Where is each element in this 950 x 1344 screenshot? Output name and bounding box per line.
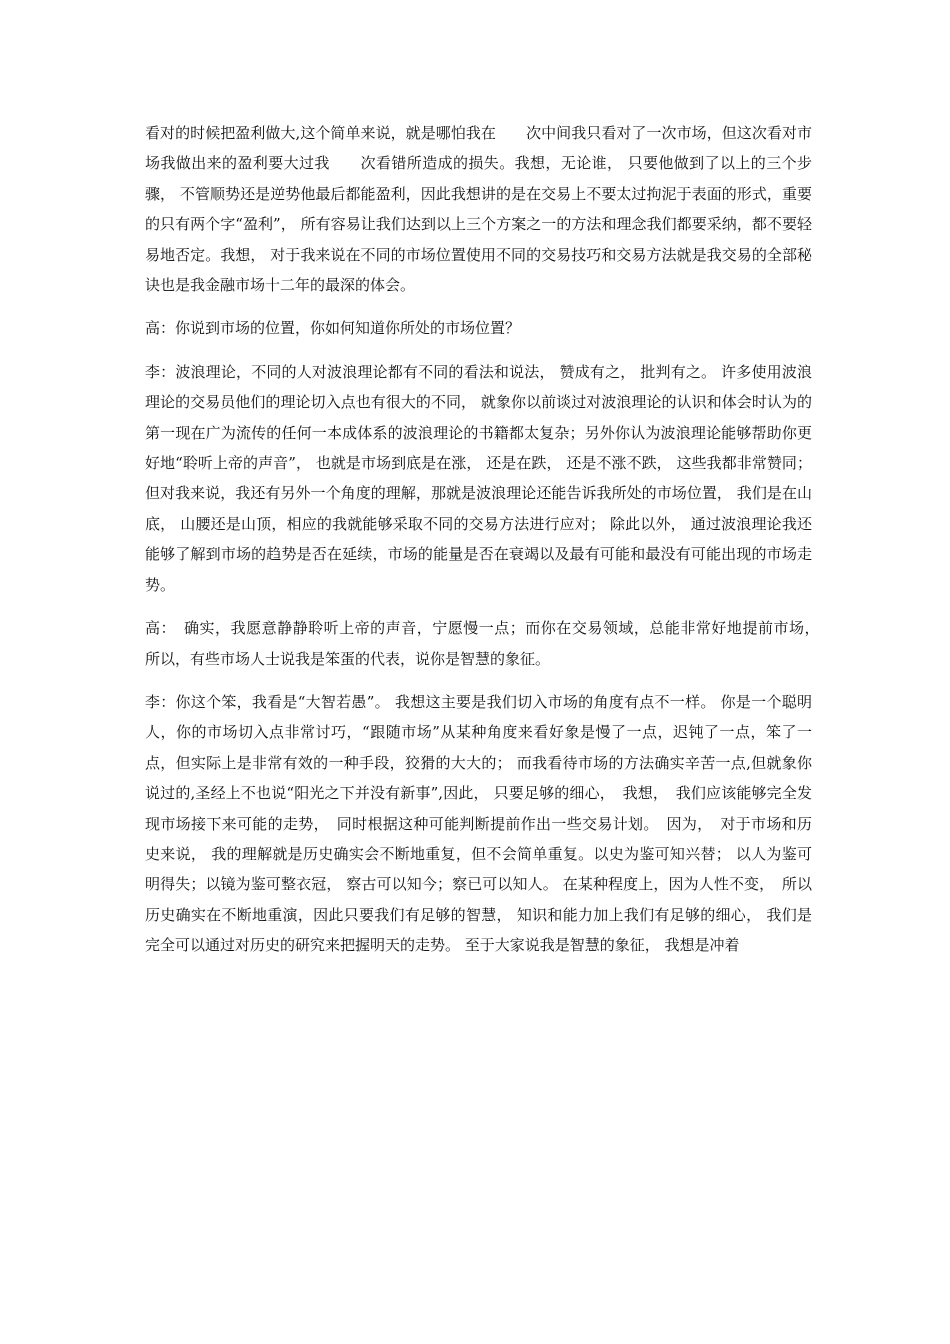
paragraph-question-market-position: 高：你说到市场的位置，你如何知道你所处的市场位置？	[145, 319, 521, 338]
paragraph-li-reply: 李：你这个笨，我看是“大智若愚”。 我想这主要是我们切入市场的角度有点不一样。 你是一个聪明人，你的市场切入点非常讨巧，“跟随市场”从某种角度来看好象是慢了一点，迟钝了一点，笨了一点，但实际上是非常有效的一种手段，狡猾的大大的； 而我看待市场的方法确实辛苦一点,但就象你说过的,圣经上不也说“阳光之下并没有新事”,因此， 只要足够的细心， 我想， 我们应该能够完全发现市场接下来可能的走势， 同时根据这种可能判断提前作出一些交易计划。 因为， 对于市场和历史来说， 我的理解就是历史确实会不断地重复，但不会简单重复。以史为鉴可知兴替； 以人为鉴可明得失；以镜为鉴可整衣冠， 察古可以知今；察已可以知人。 在某种程度上，因为人性不变， 所以历史确实在不断地重演，因此只要我们有足够的智慧， 知识和能力加上我们有足够的细心， 我们是完全可以通过对历史的研究来把握明天的走势。 至于大家说我是智慧的象征， 我想是冲着	[145, 692, 812, 955]
paragraph-answer-wave-theory: 李：波浪理论，不同的人对波浪理论都有不同的看法和说法， 赞成有之， 批判有之。 许多使用波浪理论的交易员他们的理论切入点也有很大的不同， 就象你以前谈过对波浪理论的认识和体会时认为的第一现在广为流传的任何一本成体系的波浪理论的书籍都太复杂；另外你认为波浪理论能够帮助你更好地“聆听上帝的声音”， 也就是市场到底是在涨， 还是在跌， 还是不涨不跌， 这些我都非常赞同； 但对我来说，我还有另外一个角度的理解，那就是波浪理论还能告诉我所处的市场位置， 我们是在山底， 山腰还是山顶，相应的我就能够采取不同的交易方法进行应对； 除此以外， 通过波浪理论我还能够了解到市场的趋势是否在延续，市场的能量是否在衰竭以及最有可能和最没有可能出现的市场走势。	[145, 362, 817, 594]
paragraph-gao-comment: 高： 确实，我愿意静静聆听上帝的声音，宁愿慢一点；而你在交易领域，总能非常好地提前市场， 所以，有些市场人士说我是笨蛋的代表，说你是智慧的象征。	[145, 619, 828, 668]
paragraph-trading-secret: 看对的时候把盈利做大,这个简单来说，就是哪怕我在 次中间我只看对了一次市场，但这次看对市场我做出来的盈利要大过我 次看错所造成的损失。我想，无论谁， 只要他做到了以上的三个步骤， 不管顺势还是逆势他最后都能盈利，因此我想讲的是在交易上不要太过拘泥于表面的形式，重要的只有两个字“盈利”， 所有容易让我们达到以上三个方案之一的方法和理念我们都要采纳，都不要轻易地否定。我想， 对于我来说在不同的市场位置使用不同的交易技巧和交易方法就是我交易的全部秘诀也是我金融市场十二年的最深的体会。	[145, 124, 812, 295]
document-body	[145, 118, 828, 974]
